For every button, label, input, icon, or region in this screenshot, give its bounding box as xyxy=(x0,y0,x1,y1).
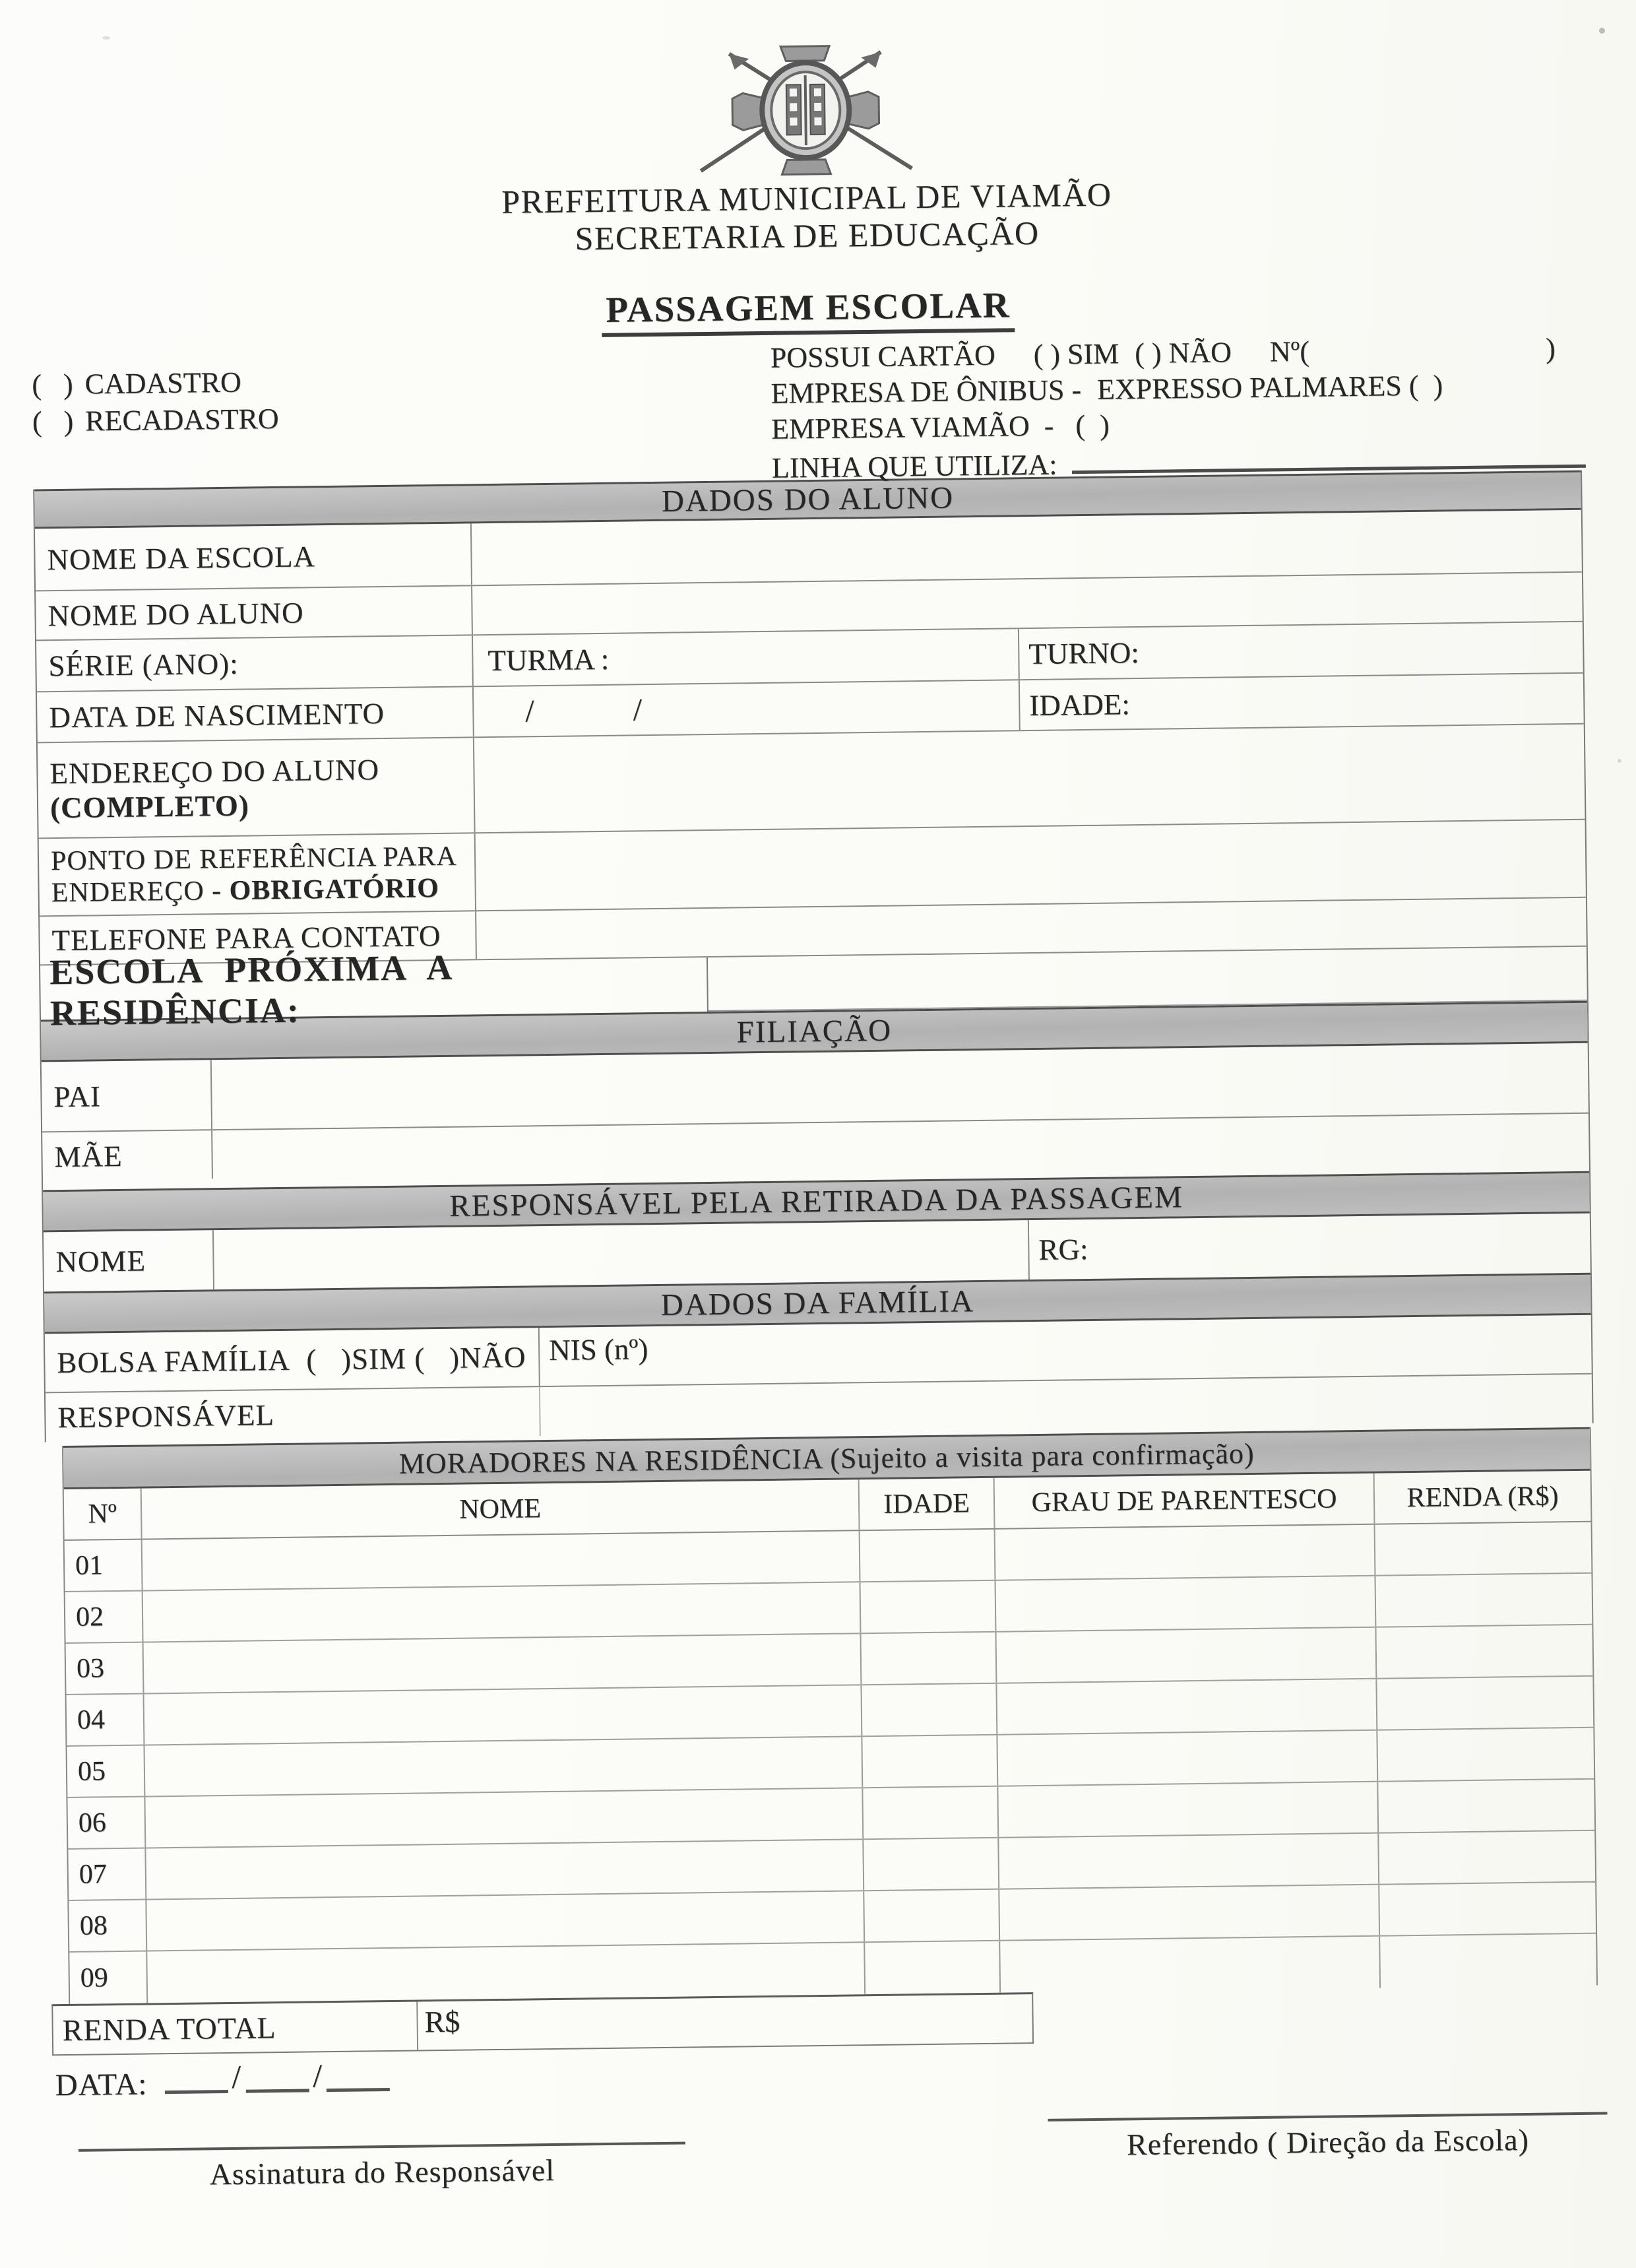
morador-04-nome-field xyxy=(144,1685,863,1744)
col-header-renda: RENDA (R$) xyxy=(1406,1481,1559,1514)
morador-01-idade-field xyxy=(860,1530,996,1581)
card-and-bus-options xyxy=(771,331,1587,486)
signature-footer xyxy=(13,2122,1636,2194)
idade-label: IDADE: xyxy=(1029,687,1131,722)
escola-proxima-label: ESCOLA PRÓXIMA A RESIDÊNCIA: xyxy=(40,957,708,1020)
data-nascimento-label: DATA DE NASCIMENTO xyxy=(37,687,474,742)
morador-row-06: 06 xyxy=(67,1780,1594,1850)
morador-09-idade-field xyxy=(865,1941,1001,1994)
morador-row-04: 04 xyxy=(67,1677,1594,1747)
cartao-numero-open: Nº( xyxy=(1269,335,1310,368)
morador-01-grau-field xyxy=(995,1525,1376,1580)
nome-da-escola-label: NOME DA ESCOLA xyxy=(35,523,472,590)
filiacao-title: FILIAÇÃO xyxy=(736,1013,893,1050)
mae-label: MÃE xyxy=(42,1130,213,1181)
renda-total-currency: R$ xyxy=(424,2004,460,2039)
morador-05-renda-field xyxy=(1377,1728,1594,1781)
top-options xyxy=(0,330,1628,490)
turno-field xyxy=(1019,622,1583,679)
morador-row-09: 09 xyxy=(69,1934,1596,2004)
recadastro-label: RECADASTRO xyxy=(84,402,279,437)
bolsa-familia-label: BOLSA FAMÍLIA ( )SIM ( )NÃO xyxy=(45,1328,540,1392)
linha-utiliza-label: LINHA QUE UTILIZA: xyxy=(771,448,1057,484)
morador-05-nome-field xyxy=(144,1737,863,1796)
morador-row-05: 05 xyxy=(67,1728,1594,1798)
linha-utiliza-blank-field xyxy=(1071,437,1586,474)
ponto-referencia-label: PONTO DE REFERÊNCIA PARA ENDEREÇO - OBRIGATÓRIO xyxy=(39,833,476,915)
morador-01-nome-field xyxy=(142,1531,861,1590)
data-year-blank xyxy=(327,2067,390,2092)
morador-06-grau-field xyxy=(998,1782,1379,1837)
telefone-contato-label: TELEFONE PARA CONTATO xyxy=(40,911,477,964)
responsavel-nome-label: NOME xyxy=(44,1230,214,1291)
date-slash-1: / xyxy=(525,694,535,729)
morador-08-nome-field xyxy=(146,1891,865,1950)
col-header-numero: Nº xyxy=(64,1489,142,1539)
turma-label: TURMA : xyxy=(488,642,610,678)
assinatura-responsavel-label: Assinatura do Responsável xyxy=(209,2153,555,2191)
data-sep-1: / xyxy=(231,2057,242,2095)
referendo-direcao-line xyxy=(1048,2112,1607,2122)
col-header-idade: IDADE xyxy=(860,1478,995,1530)
morador-04-grau-field xyxy=(997,1679,1377,1734)
turma-field xyxy=(473,629,1020,686)
morador-02-nome-field xyxy=(143,1582,862,1641)
col-header-nome: NOME xyxy=(142,1479,860,1538)
idade-field xyxy=(1020,674,1584,730)
row-endereco-aluno xyxy=(38,725,1585,839)
renda-total-label: RENDA TOTAL xyxy=(53,2002,418,2055)
data-nascimento-field xyxy=(474,680,1021,736)
data-label: DATA: xyxy=(55,2067,148,2103)
scan-speck xyxy=(102,36,110,40)
morador-08-grau-field xyxy=(999,1885,1380,1940)
nome-do-aluno-label: NOME DO ALUNO xyxy=(36,586,473,639)
cartao-numero-close: ) xyxy=(1545,332,1556,365)
assinatura-responsavel-line xyxy=(79,2142,685,2153)
serie-label: SÉRIE (ANO): xyxy=(36,635,474,691)
morador-02-renda-field xyxy=(1375,1574,1592,1627)
escola-proxima-field xyxy=(708,947,1587,1012)
morador-01-renda-field xyxy=(1375,1522,1592,1575)
recadastro-checkbox: ( ) xyxy=(32,405,74,438)
morador-07-idade-field xyxy=(864,1838,999,1890)
endereco-aluno-label: ENDEREÇO DO ALUNO (COMPLETO) xyxy=(38,738,476,837)
data-sep-2: / xyxy=(312,2057,323,2094)
morador-05-idade-field xyxy=(862,1735,998,1787)
turno-label: TURNO: xyxy=(1028,636,1140,671)
data-month-blank xyxy=(245,2069,309,2093)
referendo-direcao-block xyxy=(1048,2112,1608,2162)
cadastro-checkbox: ( ) xyxy=(31,368,73,401)
morador-06-nome-field xyxy=(145,1788,864,1847)
nis-label: NIS (nº) xyxy=(548,1332,648,1367)
morador-04-idade-field xyxy=(862,1684,997,1735)
morador-09-grau-field xyxy=(1000,1937,1381,1993)
scan-speck xyxy=(1599,28,1605,34)
morador-row-02: 02 xyxy=(65,1574,1592,1644)
nome-da-escola-field xyxy=(472,510,1582,585)
registration-type-options xyxy=(32,364,279,441)
sim-checkbox: ( ) SIM xyxy=(1033,337,1119,371)
municipal-crest-logo xyxy=(663,39,949,181)
expresso-palmares-checkbox: EXPRESSO PALMARES ( ) xyxy=(1096,369,1443,406)
possui-cartao-label: POSSUI CARTÃO xyxy=(770,339,995,374)
nao-checkbox: ( ) NÃO xyxy=(1134,336,1232,370)
morador-09-renda-field xyxy=(1380,1934,1596,1988)
morador-05-grau-field xyxy=(997,1731,1378,1786)
col-header-grau-parentesco: GRAU DE PARENTESCO xyxy=(995,1474,1375,1528)
cadastro-label: CADASTRO xyxy=(84,366,242,401)
option-cadastro xyxy=(32,364,278,404)
empresa-viamao-checkbox: EMPRESA VIAMÃO - ( ) xyxy=(771,408,1110,445)
morador-03-idade-field xyxy=(861,1633,997,1684)
endereco-aluno-field xyxy=(474,725,1585,833)
data-row xyxy=(55,2046,1636,2103)
morador-09-nome-field xyxy=(147,1943,865,2003)
morador-06-renda-field xyxy=(1378,1780,1594,1832)
responsavel-nome-field xyxy=(214,1220,1030,1289)
morador-07-nome-field xyxy=(146,1840,864,1898)
morador-06-idade-field xyxy=(863,1787,999,1838)
morador-08-renda-field xyxy=(1379,1883,1596,1935)
org-name-line2: SECRETARIA DE EDUCAÇÃO xyxy=(575,214,1040,257)
morador-03-grau-field xyxy=(996,1628,1377,1683)
data-day-blank xyxy=(164,2069,228,2094)
date-slash-2: / xyxy=(633,692,643,728)
scan-speck xyxy=(1618,759,1621,763)
morador-row-07: 07 xyxy=(68,1831,1595,1901)
assinatura-responsavel-block xyxy=(79,2142,686,2193)
nis-field xyxy=(540,1315,1592,1386)
morador-08-idade-field xyxy=(864,1890,1000,1941)
morador-row-01: 01 xyxy=(65,1522,1592,1592)
dados-familia-title: DADOS DA FAMÍLIA xyxy=(660,1284,975,1322)
rg-field xyxy=(1029,1214,1590,1280)
moradores-title: MORADORES NA RESIDÊNCIA (Sujeito a visita para confirmação) xyxy=(398,1437,1255,1480)
option-recadastro xyxy=(32,401,279,441)
morador-03-renda-field xyxy=(1376,1625,1592,1678)
dados-do-aluno-title: DADOS DO ALUNO xyxy=(661,480,955,519)
morador-07-renda-field xyxy=(1379,1831,1595,1884)
empresa-onibus-label: EMPRESA DE ÔNIBUS - xyxy=(771,373,1082,410)
org-name-line1: PREFEITURA MUNICIPAL DE VIAMÃO xyxy=(501,176,1112,220)
form-title: PASSAGEM ESCOLAR xyxy=(602,284,1015,337)
dados-do-aluno-section xyxy=(33,470,1593,1442)
morador-row-03: 03 xyxy=(66,1625,1593,1695)
morador-row-08: 08 xyxy=(69,1883,1596,1953)
morador-07-grau-field xyxy=(999,1834,1379,1889)
responsavel-familia-label: RESPONSÁVEL xyxy=(46,1387,541,1442)
moradores-section xyxy=(62,1427,1598,2004)
rg-label: RG: xyxy=(1038,1233,1088,1266)
ponto-referencia-field xyxy=(476,820,1586,911)
pai-label: PAI xyxy=(42,1060,212,1131)
morador-03-nome-field xyxy=(144,1634,862,1693)
renda-total-field xyxy=(418,1994,1032,2050)
morador-02-grau-field xyxy=(996,1576,1377,1631)
morador-04-renda-field xyxy=(1377,1677,1593,1730)
morador-02-idade-field xyxy=(861,1581,997,1633)
responsavel-retirada-title: RESPONSÁVEL PELA RETIRADA DA PASSAGEM xyxy=(449,1180,1184,1223)
referendo-direcao-label: Referendo ( Direção da Escola) xyxy=(1126,2122,1530,2162)
